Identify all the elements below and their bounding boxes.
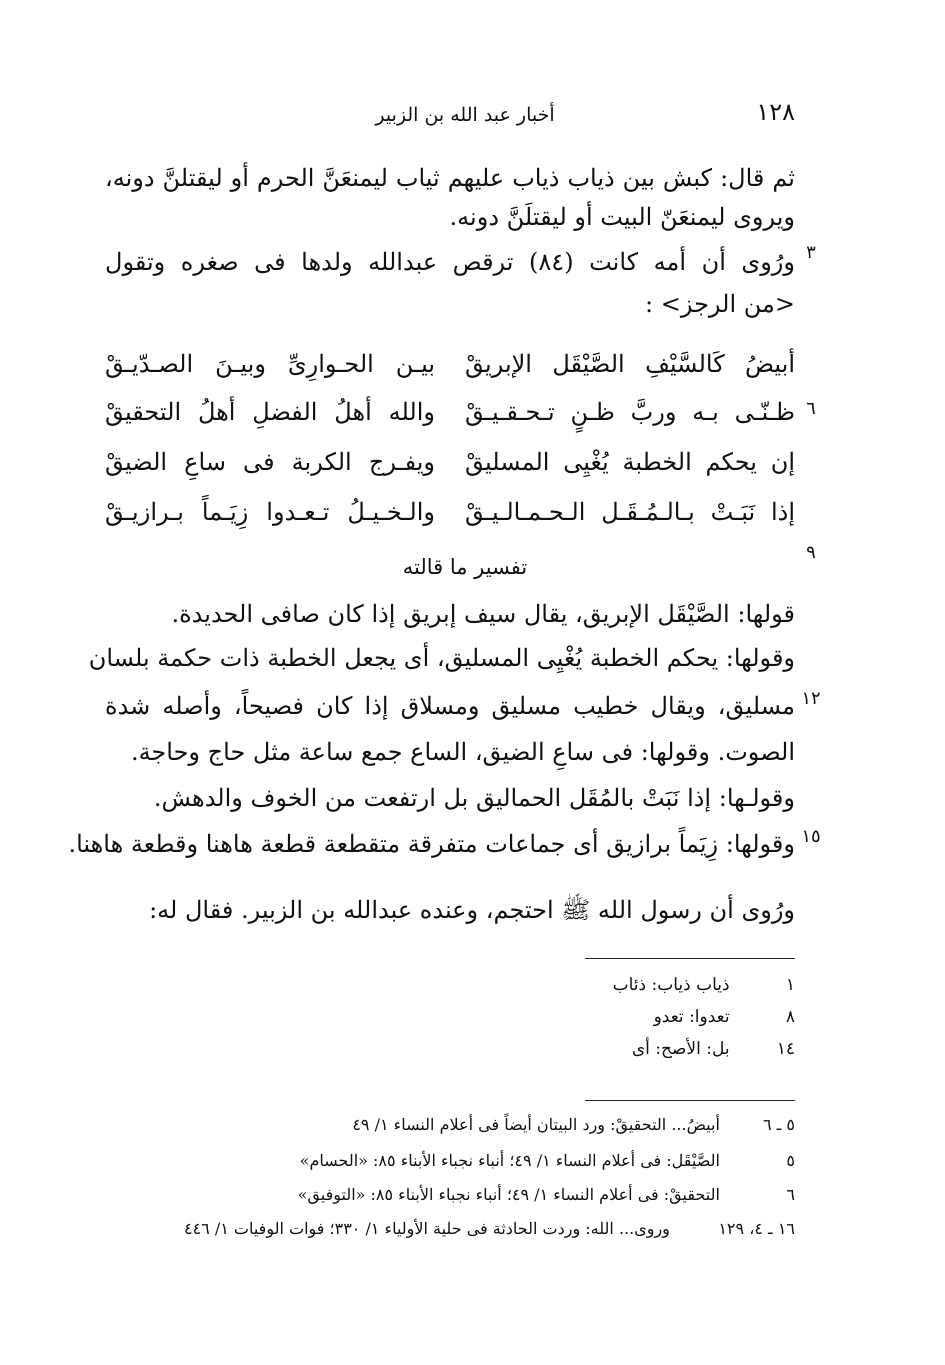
footnote-rule <box>585 1100 795 1101</box>
note-line-ref: ٦ <box>786 1185 795 1204</box>
note-text: الصَّيْقَل: فى أعلام النساء ١/ ٤٩؛ أنباء نجباء الأبناء ٨٥: «الحسام» <box>299 1151 720 1170</box>
text-line: ثم قال: كبش بين ذياب ذياب عليهم ثياب ليمنعَنَّ الحرم أو ليقتلنَّ دونه، <box>105 164 795 192</box>
commentary-line: الصوت. وقولها: فى ساعِ الضيق، الساع جمع ساعة مثل حاج وحاجة. <box>130 738 795 766</box>
line-number: ٩ <box>806 542 816 563</box>
footnote-rule <box>585 958 795 959</box>
note-line-ref: ١٦ ـ ٤، ١٢٩ <box>718 1219 795 1238</box>
verse-first-hemistich: أبيضُ كَالسَّيْفِ الصَّيْقَل الإبريقْ <box>465 350 795 378</box>
note-line-ref: ٥ <box>786 1151 795 1170</box>
verse-first-hemistich: ظـنّـى بـه وربَّ ظـنٍ تـحـقـيـقْ <box>465 398 795 426</box>
text-line: ويروى ليمنعَنّ البيت أو ليقتلَنَّ دونه. <box>449 203 795 231</box>
note-line-ref: ٨ <box>785 1007 795 1027</box>
variant-note <box>654 1002 795 1032</box>
note-text: تعدوا: تعدو <box>653 1007 730 1027</box>
commentary-line: وقولها: يحكم الخطبة يُغْيِى المسليق، أى يجعل الخطبة ذات حكمة بلسان <box>88 644 795 672</box>
reference-note <box>105 1110 795 1140</box>
closing-line: ورُوى أن رسول الله ﷺ احتجم، وعنده عبدالله بن الزبير. فقال له: <box>149 896 795 924</box>
verse-second-hemistich: ويفـرج الكربة فى ساعِ الضيقْ <box>105 448 435 476</box>
commentary-line: مسليق، ويقال خطيب مسليق ومسلاق إذا كان فصيحاً، وأصله شدة <box>105 692 795 720</box>
note-text: ذياب ذياب: ذئاب <box>612 975 730 995</box>
variant-note <box>632 1034 795 1064</box>
line-number: ٦ <box>806 398 816 419</box>
running-title: أخبار عبد الله بن الزبير <box>375 104 555 126</box>
page-number: ١٢٨ <box>756 98 795 126</box>
verse-second-hemistich: والله أهلُ الفضلِ أهلُ التحقيقْ <box>105 398 435 426</box>
verse <box>105 438 795 486</box>
verse <box>105 340 795 388</box>
reference-note <box>105 1180 795 1210</box>
verse-second-hemistich: بيـن الحـوارِىِّ وبيـنَ الصـدّيـقْ <box>105 350 435 378</box>
reference-note <box>105 1214 795 1244</box>
note-line-ref: ٥ ـ ٦ <box>762 1115 795 1134</box>
note-text: بل: الأصح: أى <box>631 1039 730 1059</box>
verse-first-hemistich: إذا نَبَـتْ بـالـمُـقَـل الـحـمـالـيـقْ <box>465 498 795 526</box>
text-line: <من الرجز> : <box>645 290 795 318</box>
note-text: وروى... الله: وردت الحادثة فى حلية الأولياء ١/ ٣٣٠؛ فوات الوفيات ١/ ٤٤٦ <box>183 1219 670 1238</box>
note-text: التحقيقْ: فى أعلام النساء ١/ ٤٩؛ أنباء نجباء الأبناء ٨٥: «التوفيق» <box>297 1185 720 1204</box>
variant-note <box>613 970 795 1000</box>
text-line: ورُوى أن أمه كانت (٨٤) ترقص عبدالله ولدها فى صغره وتقول <box>105 248 795 276</box>
verse-first-hemistich: إن يحكم الخطبة يُغْيِى المسليقْ <box>465 448 795 476</box>
note-text: أبيضُ... التحقيقْ: ورد البيتان أيضاً فى أعلام النساء ١/ ٤٩ <box>352 1115 720 1134</box>
commentary-line: وقولها: زِيَماً برازيق أى جماعات متفرقة متقطعة قطعة هاهنا وقطعة هاهنا. <box>68 830 795 858</box>
commentary-line: وقولـها: إذا نَبَتْ بالمُقَل الحماليق بل ارتفعت من الخوف والدهش. <box>153 784 795 812</box>
reference-note <box>105 1146 795 1176</box>
commentary-line: قولها: الصَّيْقَل الإبريق، يقال سيف إبريق إذا كان صافى الحديدة. <box>171 600 795 628</box>
section-title: تفسير ما قالته <box>402 555 528 579</box>
line-number: ١٥ <box>801 826 821 847</box>
line-number: ٣ <box>806 242 816 263</box>
verse <box>105 388 795 436</box>
verse <box>105 488 795 536</box>
note-line-ref: ١٤ <box>776 1039 795 1059</box>
verse-second-hemistich: والـخـيـلُ تـعـدوا زِيَـماً بـرازيـقْ <box>105 498 435 526</box>
note-line-ref: ١ <box>785 975 795 995</box>
line-number: ١٢ <box>801 688 821 709</box>
